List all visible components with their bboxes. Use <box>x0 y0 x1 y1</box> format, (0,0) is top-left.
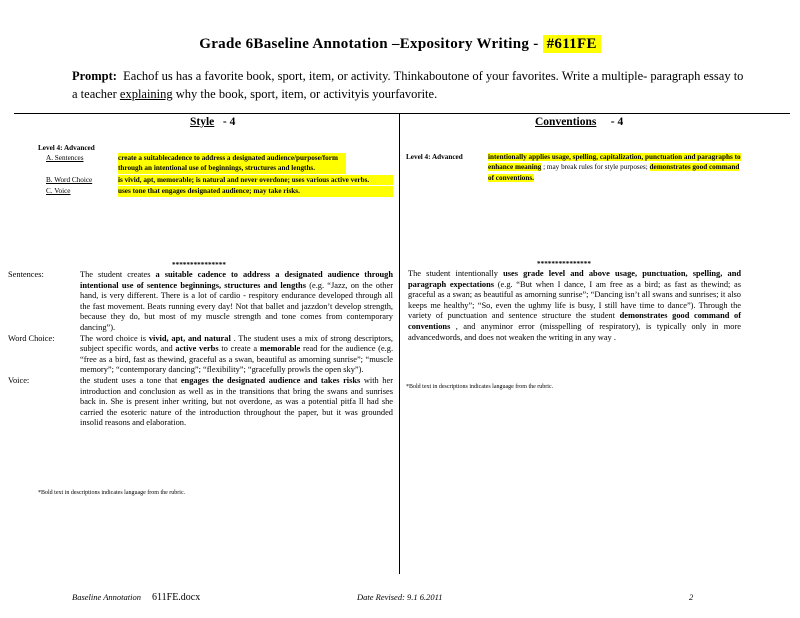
footer-doc: Baseline Annotation <box>72 592 142 602</box>
title-code: #611FE <box>543 35 601 53</box>
conventions-annotation-bold: uses grade level and above usage, punctuation, spelling, and paragraph expectations <box>408 269 742 289</box>
style-rubric <box>46 153 396 197</box>
footer-file: 611FE.docx <box>152 592 201 603</box>
style-footnote: *Bold text in descriptions indicates language from the rubric. <box>38 490 186 496</box>
conventions-score: - 4 <box>610 116 624 128</box>
rubric-label-word-choice: B. Word Choice <box>46 175 93 184</box>
conventions-rubric <box>488 152 743 183</box>
annotation-word-choice-mid: . The student uses a mix of strong descriptors, subject specific words, and <box>80 333 393 354</box>
footer-date: Date Revised: 9.1 6.2011 <box>357 592 443 602</box>
annotation-voice <box>8 376 393 429</box>
title-text: Grade 6Baseline Annotation –Expository Writing - <box>199 36 539 52</box>
style-rubric-row-a <box>46 153 396 174</box>
annotation-voice-pre: the student uses a tone that <box>80 375 178 385</box>
rubric-text-sentences: create a suitablecadence to address a designated audience/purpose/form through an intentional use of beginnings, structures and lengths. <box>118 153 346 174</box>
style-heading <box>190 116 235 128</box>
annotation-sentences-bold: a suitable cadence to address a designated audience through intentional use of sentence beginnings, structures and lengths <box>80 270 394 290</box>
prompt-explaining: explaining <box>119 87 173 101</box>
conventions-level: Level 4: Advanced <box>406 153 463 161</box>
page-title <box>0 36 800 53</box>
conventions-heading-text: Conventions <box>535 116 597 128</box>
annotation-word-choice-bold: vivid, apt, and natural <box>148 333 231 343</box>
style-rubric-row-c <box>46 186 396 196</box>
conventions-annotation <box>408 269 741 343</box>
annotation-label-sentences: Sentences: <box>8 270 44 279</box>
annotation-voice-post: with her introduction and conclusion as well as in the transitions that bring the swans and sunrises back in. She is present inher writing, but not overdone, as was a potential pitfa ll had she carried the esoteric nature of the introduction throughout the paper, but it was grounded insolid reasons and elaboration. <box>80 375 393 428</box>
conventions-annotation-mid: (e.g. “But when I dance, I am free as a bird; as fast as thewind; as graceful as a swan; as beautiful as amorning sunrise”; “Dancing isn’t all swans and sunrises; it also keeps me healthy”; “So, even the ughmy life is busy, I still have time to dance”). Through the variety of punctuation and sentence structure the student <box>408 279 742 321</box>
conventions-heading <box>535 116 623 128</box>
style-stars: *************** <box>172 261 226 269</box>
conventions-annotation-bold2: demonstrates good command of conventions <box>408 311 742 331</box>
conventions-rubric-highlight-2: demonstrates good command of conventions. <box>488 163 740 182</box>
rubric-label-voice: C. Voice <box>46 187 71 196</box>
prompt <box>72 67 752 103</box>
style-rubric-row-b <box>46 175 396 185</box>
style-annotations <box>8 270 393 429</box>
annotation-word-choice <box>8 334 393 376</box>
rubric-label-sentences: A. Sentences <box>46 154 84 162</box>
annotation-word-choice-pre: The word choice is <box>80 333 147 343</box>
annotation-label-voice: Voice: <box>8 375 30 385</box>
prompt-text-2: why the book, sport, item, or activityis yourfavorite. <box>175 87 438 101</box>
prompt-label: Prompt: <box>72 69 117 83</box>
style-level: Level 4: Advanced <box>38 144 95 152</box>
conventions-stars: *************** <box>537 260 591 268</box>
annotation-word-choice-bold3: memorable <box>259 344 301 354</box>
annotation-label-word-choice: Word Choice: <box>8 333 55 343</box>
annotation-word-choice-bold2: active verbs <box>175 344 219 354</box>
conventions-annotation-pre: The student intentionally <box>408 269 498 278</box>
prompt-text-1: Eachof us has a favorite book, sport, item, or activity. Thinkaboutone of your favorites. Write a multiple- paragraph essay to a teacher <box>72 69 744 101</box>
conventions-rubric-highlight: intentionally applies usage, spelling, capitalization, punctuation and paragraphs to enhance meaning <box>488 153 741 172</box>
style-score: - 4 <box>222 116 236 128</box>
footer-page: 2 <box>689 592 694 602</box>
annotation-sentences <box>8 270 393 334</box>
annotation-word-choice-mid2: to create a <box>221 344 258 354</box>
conventions-rubric-plain: ; may break rules for style purposes; <box>543 163 648 172</box>
annotation-word-choice-post: read for the audience (e.g. “free as a bird, fast as thewind, graceful as a swan, beautiful as amorning sunrise”; “muscle memory”; “contemporary dancing”; “flexibility”; “gracefully prowls the open sky”). <box>80 344 394 375</box>
column-divider <box>399 114 400 574</box>
horizontal-divider <box>14 113 790 114</box>
conventions-footnote: *Bold text in descriptions indicates language from the rubric. <box>406 384 554 390</box>
annotation-sentences-pre: The student creates <box>80 270 151 279</box>
rubric-text-word-choice: is vivid, apt, memorable; is natural and never overdone; uses various active verbs. <box>118 175 393 185</box>
rubric-text-voice: uses tone that engages designated audience; may take risks. <box>118 186 393 196</box>
annotation-sentences-post: (e.g. “Jazz, on the other hand, is very different. There is a lot of cardio - respitory endurance developed through all the fast movement. Beats running every day! Not that ballet and jazzdon’t develop strength, because they do, but most of my muscle strength and tone comes from contemporary dancing”). <box>80 280 394 332</box>
style-heading-text: Style <box>190 116 215 128</box>
conventions-annotation-post: , and anyminor error (misspelling of respiratory), is typically only in more advancedwords, and does not weaken the writing in any way . <box>408 321 741 342</box>
annotation-voice-bold: engages the designated audience and takes risks <box>180 375 361 385</box>
